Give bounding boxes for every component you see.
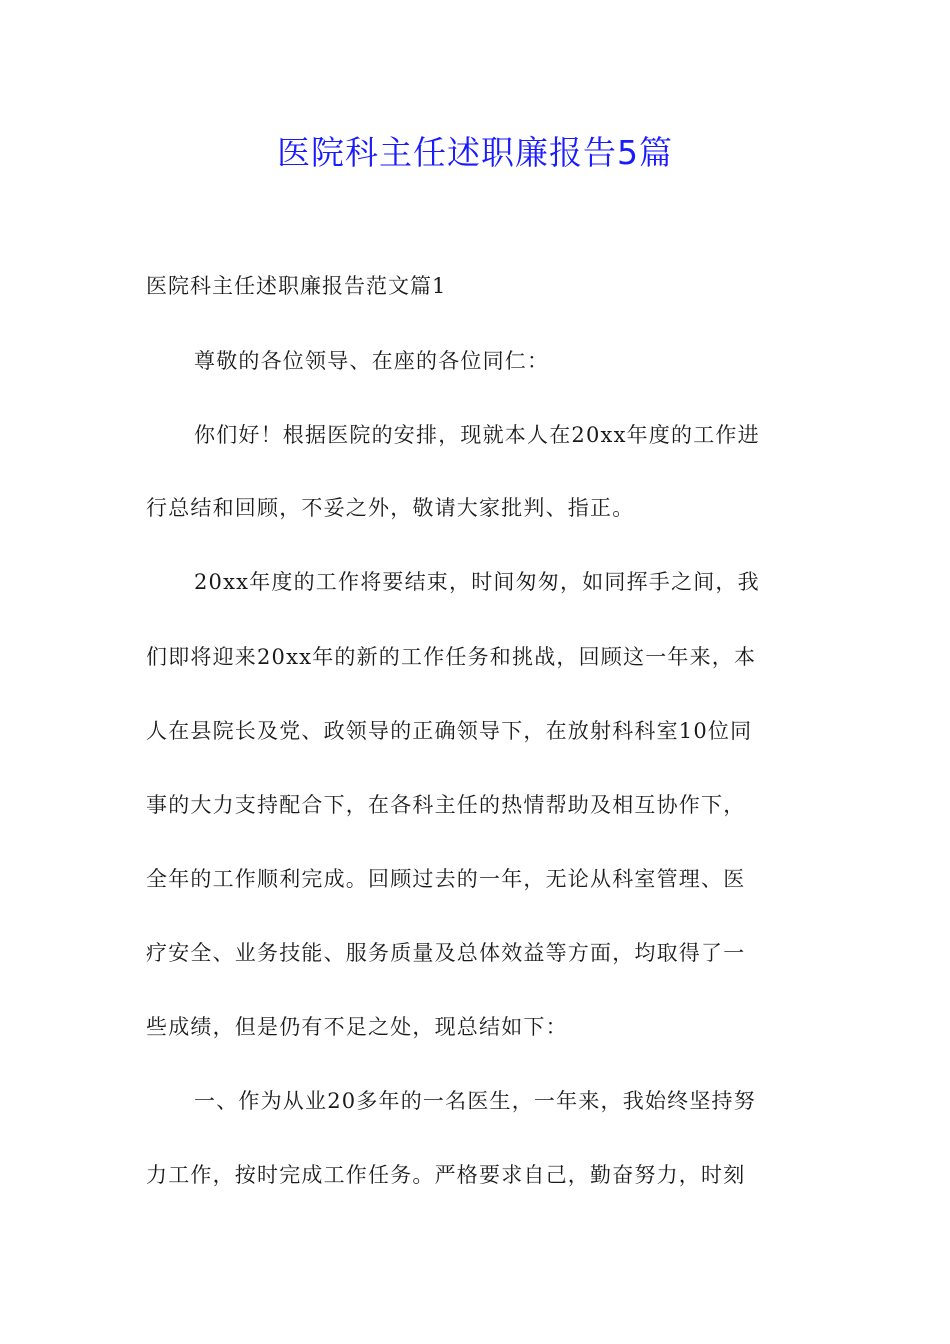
paragraph-line: 人在县院长及党、政领导的正确领导下，在放射科科室10位同 [146,719,753,743]
greeting-line: 尊敬的各位领导、在座的各位同仁： [194,349,550,373]
document-title: 医院科主任述职廉报告5篇 [277,133,673,172]
paragraph-line: 20xx年度的工作将要结束，时间匆匆，如同挥手之间，我 [194,570,760,594]
paragraph-line: 行总结和回顾，不妥之外，敬请大家批判、指正。 [146,496,635,520]
paragraph-line: 力工作，按时完成工作任务。严格要求自己，勤奋努力，时刻 [146,1163,746,1187]
paragraph-line: 全年的工作顺利完成。回顾过去的一年，无论从科室管理、医 [146,867,746,891]
section-heading: 医院科主任述职廉报告范文篇1 [146,274,447,298]
paragraph-line: 一、作为从业20多年的一名医生，一年来，我始终坚持努 [194,1089,756,1113]
paragraph-line: 你们好！根据医院的安排，现就本人在20xx年度的工作进 [194,423,760,447]
paragraph-line: 些成绩，但是仍有不足之处，现总结如下： [146,1015,568,1039]
paragraph-line: 疗安全、业务技能、服务质量及总体效益等方面，均取得了一 [146,941,746,965]
paragraph-line: 事的大力支持配合下，在各科主任的热情帮助及相互协作下， [146,793,746,817]
paragraph-line: 们即将迎来20xx年的新的工作任务和挑战，回顾这一年来，本 [146,645,757,669]
